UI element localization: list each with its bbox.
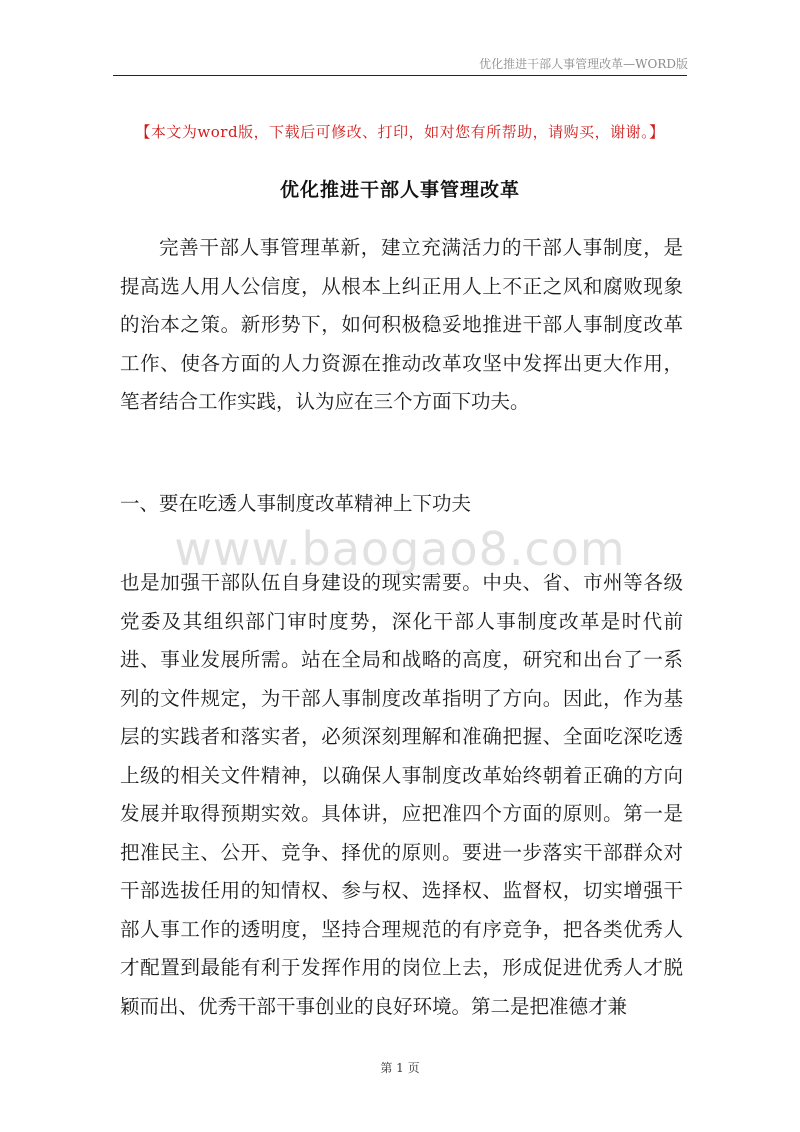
watermark-text: www.baogao8.com [174,522,626,576]
header-divider [113,75,687,76]
page-number: 第 1 页 [380,1061,420,1075]
section-paragraph: 也是加强干部队伍自身建设的现实需要。中央、省、市州等各级党委及其组织部门审时度势，深化干部人事制度改革是时代前进、事业发展所需。站在全局和战略的高度，研究和出台了一系列的文件规定，为干部人事制度改革指明了方向。因此，作为基层的实践者和落实者，必须深刻理解和准确把握、全面吃深吃透上级的相关文件精神，以确保人事制度改革始终朝着正确的方向发展并取得预期实效。具体讲，应把准四个方面的原则。第一是把准民主、公开、竞争、择优的原则。要进一步落实干部群众对干部选拔任用的知情权、参与权、选择权、监督权，切实增强干部人事工作的透明度，坚持合理规范的有序竞争，把各类优秀人才配置到最能有利于发挥作用的岗位上去，形成促进优秀人才脱颖而出、优秀干部干事创业的良好环境。第二是把准德才兼 [120,571,683,1018]
running-header: 优化推进干部人事管理改革—WORD版 [479,57,688,71]
purchase-notice: 【本文为word版，下载后可修改、打印，如对您有所帮助，请购买，谢谢。】 [135,123,665,141]
section-heading: 一、要在吃透人事制度改革精神上下功夫 [120,492,472,515]
intro-paragraph: 完善干部人事管理革新，建立充满活力的干部人事制度，是提高选人用人公信度，从根本上纠正用人上不正之风和腐败现象的治本之策。新形势下，如何积极稳妥地推进干部人事制度改革工作、使各方面的人力资源在推动改革攻坚中发挥出更大作用，笔者结合工作实践，认为应在三个方面下功夫。 [120,236,683,413]
document-title: 优化推进干部人事管理改革 [279,179,520,201]
